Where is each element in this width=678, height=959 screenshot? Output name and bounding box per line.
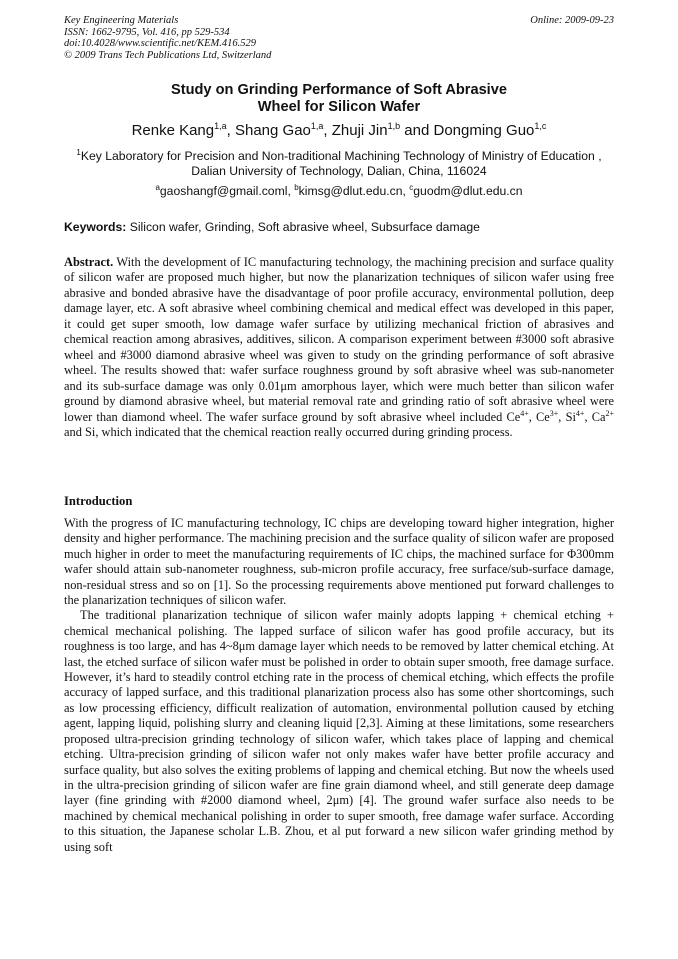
affiliation [64, 149, 614, 179]
author-separator: and [400, 122, 434, 139]
author-name: Renke Kang [131, 122, 215, 139]
abstract-text: With the development of IC manufacturing technology, the machining precision and surface quality of silicon wafer are proposed much higher, but now the planarization techniques of silicon wafer using free abrasive and bonded abrasive have the disadvantage of poor profile accuracy, environmental pollution, deep damage layer, etc. A soft abrasive wheel combining chemical and medical effect was developed in this paper, it could get super smooth, low damage wafer surface by utilizing mechanical friction of abrasives and chemical reaction among abrasives, additives, silicon. A comparison experiment between #3000 soft abrasive wheel and #3000 diamond abrasive wheel was given to study on the grinding performance of soft abrasive wheel. The results showed that: wafer surface roughness ground by soft abrasive wheel was sub-nanometer and its sub-surface damage was only 0.01μm amorphous layer, which were much better than silicon wafer ground by diamond abrasive wheel, but material removal rate and grinding ratio of soft abrasive wheel were lower than diamond wheel. The wafer surface ground by soft abrasive wheel included [64, 255, 614, 424]
abstract-text-end: and Si, which indicated that the chemical reaction really occurred during grinding process. [64, 424, 513, 439]
ion-separator: , [558, 409, 566, 424]
author-name: Zhuji Jin [331, 122, 388, 139]
journal-name: Key Engineering Materials [64, 15, 179, 26]
copyright-line: © 2009 Trans Tech Publications Ltd, Switzerland [64, 49, 272, 61]
paragraph: With the progress of IC manufacturing technology, IC chips are developing toward higher integration, higher density and higher performance. The machining precision and the surface quality of silicon wafer are proposed much higher in order to meet the manufacturing requirements of IC chips, the machined surface for Φ300mm wafer should attain sub-nanometer roughness, sub-micron profile accuracy, free surface/sub-surface damage, non-residual stress and so on [1]. So the processing requirements above mentioned put forward challenges to the planarization techniques of silicon wafer. [64, 516, 614, 608]
author-name: Shang Gao [234, 122, 311, 139]
author-separator: , [323, 122, 332, 139]
affiliation-mark: 1 [76, 148, 81, 157]
ion-charge: 2+ [605, 408, 614, 418]
author-separator: , [226, 122, 235, 139]
email-list [64, 184, 614, 198]
paragraph: The traditional planarization technique of silicon wafer mainly adopts lapping + chemical etching + chemical mechanical polishing. The lapped surface of silicon wafer has good profile accuracy, but its roughness is too large, and has 4~8μm damage layer which needs to be removed by latter chemical etching. At last, the etched surface of silicon wafer must be polished in order to obtain super smooth, free damage surface. However, it’s hard to steadily control etching rate in the process of chemical etching, which effects the profile accuracy of lapped surface, and this traditional planarization process also has some other shortcomings, such as low processing efficiency, difficult realization of automation, environmental pollution caused by etching agent, lapping liquid, polishing slurry and cleaning liquid [2,3]. Aiming at these limitations, some researchers proposed ultra-precision grinding technology of silicon wafer, which takes place of lapping and chemical etching. Ultra-precision grinding of silicon wafer not only makes wafer have better profile accuracy and surface quality, but also solves the exiting problems of lapping and chemical etching. But now the wheels used in the ultra-precision grinding of silicon wafer are fine grain diamond wheel, and still generate deep damage layer (fine grinding with #2000 diamond wheel, 2μm) [4]. The ground wafer surface also needs to be machined by chemical mechanical polishing in order to super smooth, free damage wafer surface. According to this situation, the Japanese scholar L.B. Zhou, et al put forward a new silicon wafer grinding method by using soft [64, 608, 614, 854]
email-mark: c [409, 183, 414, 192]
paper-title [64, 82, 614, 116]
ion-charge: 4+ [520, 408, 529, 418]
ion-charge: 3+ [549, 408, 559, 418]
introduction-body [64, 516, 614, 855]
keywords [64, 220, 614, 234]
abstract-label: Abstract. [64, 255, 114, 269]
author-list [64, 122, 614, 140]
keywords-label: Keywords: [64, 220, 127, 234]
journal-header [64, 15, 271, 61]
ion-symbol: Si [565, 409, 576, 424]
author-affil-mark: 1,c [534, 121, 547, 131]
keywords-text: Silicon wafer, Grinding, Soft abrasive wheel, Subsurface damage [129, 220, 480, 234]
email-address[interactable]: guodm@dlut.edu.cn [413, 184, 523, 198]
abstract [64, 255, 614, 440]
title-line-1: Study on Grinding Performance of Soft Abrasive [171, 82, 507, 98]
ion-separator: , [528, 409, 537, 424]
doi-line[interactable]: doi:10.4028/www.scientific.net/KEM.416.529 [64, 38, 256, 50]
affiliation-line-1: Key Laboratory for Precision and Non-traditional Machining Technology of Ministry of Education , [80, 149, 602, 163]
title-line-2: Wheel for Silicon Wafer [257, 99, 421, 115]
issn-line: ISSN: 1662-9795, Vol. 416, pp 529-534 [64, 26, 230, 38]
email-mark: b [294, 183, 299, 192]
author-affil-mark: 1,b [387, 121, 401, 131]
author-affil-mark: 1,a [310, 121, 324, 131]
author-affil-mark: 1,a [214, 121, 227, 131]
section-heading: Introduction [64, 494, 133, 508]
author-name: Dongming Guo [433, 122, 535, 139]
ion-symbol: Ce [536, 409, 550, 424]
affiliation-line-2: Dalian University of Technology, Dalian, China, 116024 [191, 164, 487, 178]
online-date: Online: 2009-09-23 [530, 15, 614, 26]
email-mark: a [155, 183, 160, 192]
ion-charge: 4+ [575, 408, 585, 418]
email-address[interactable]: gaoshangf@gmail.coml, [159, 184, 295, 198]
email-address[interactable]: kimsg@dlut.edu.cn, [298, 184, 410, 198]
ion-symbol: Ca [591, 409, 606, 424]
ion-symbol: Ce [506, 409, 521, 424]
ion-separator: , [584, 409, 592, 424]
